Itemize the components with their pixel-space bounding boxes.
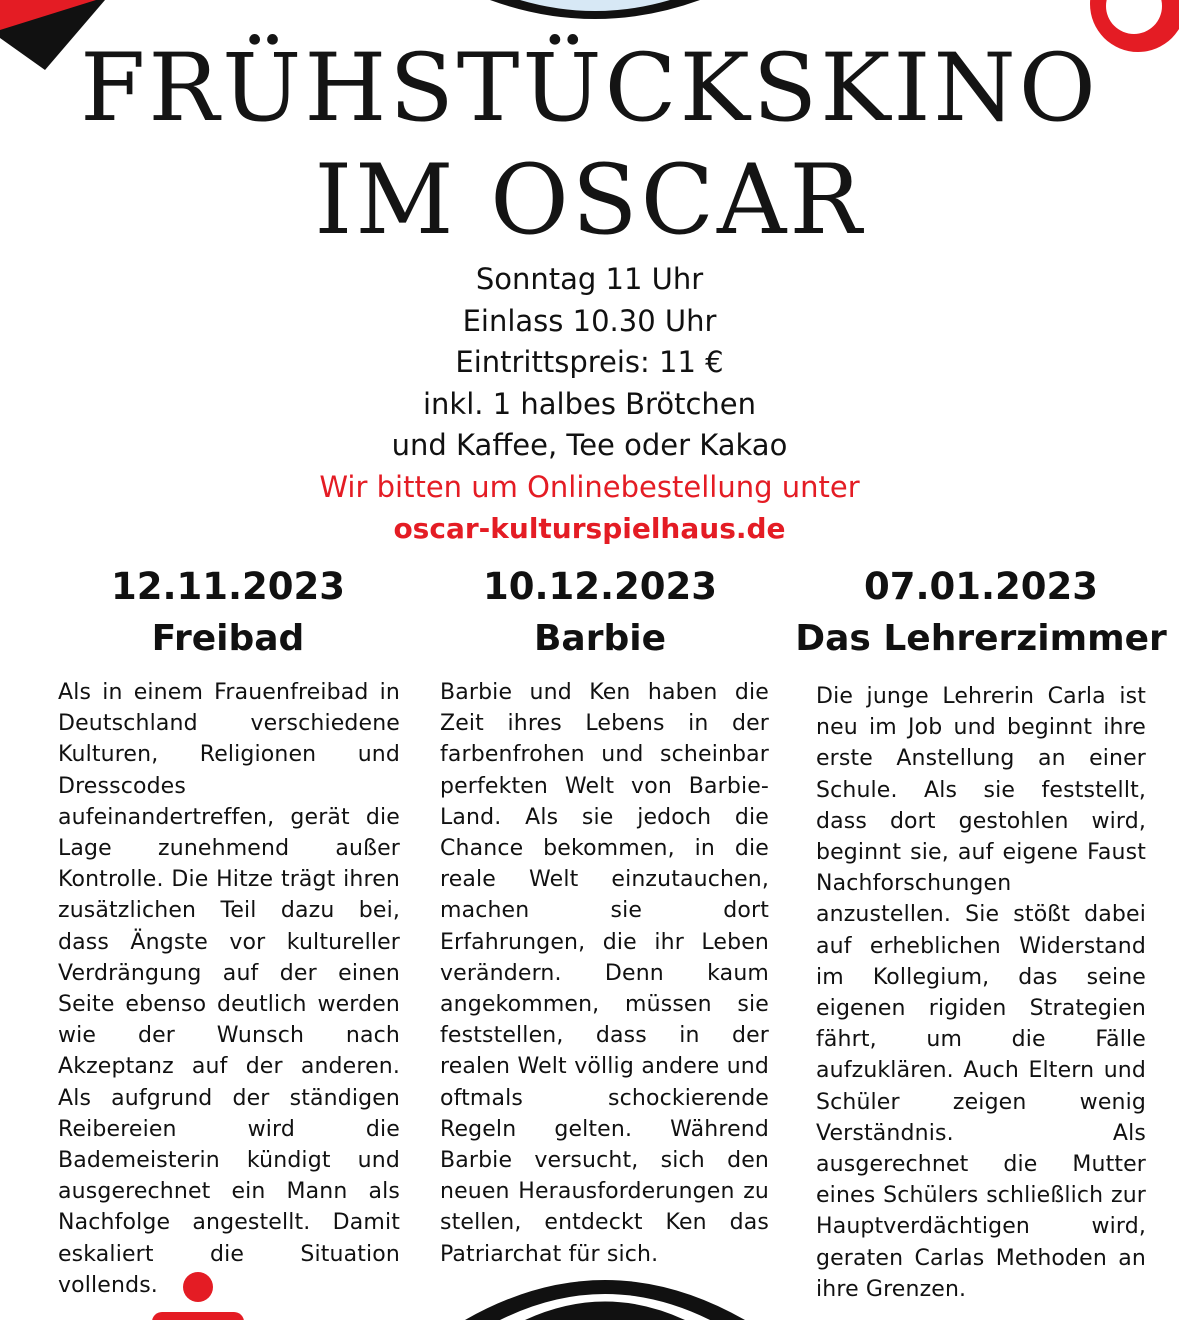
info-entry-time: Einlass 10.30 Uhr <box>462 303 717 338</box>
event-info <box>0 259 1179 550</box>
film-description: Als in einem Frauenfreibad in Deutschland verschiedene Kulturen, Religionen und Dresscodes aufeinandertreffen, gerät die Lage zunehmend außer Kontrolle. Die Hitze trägt ihren zusätzlichen Teil dazu bei, dass Ängste vor kultureller Verdrängung auf der einen Seite ebenso deutlich werden wie der Wunsch nach Akzeptanz auf der anderen. Als aufgrund der ständigen Reibereien wird die Bademeisterin kündigt und ausgerechnet ein Mann als Nachfolge angestellt. Damit eskaliert die Situation vollends. <box>58 680 400 1298</box>
film-description: Barbie und Ken haben die Zeit ihres Lebens in der farbenfrohen und scheinbar perfekten Welt von Barbie-Land. Als sie jedoch die Chance bekommen, in die reale Welt einzutauchen, machen sie dort Erfahrungen, die ihr Leben verändern. Denn kaum angekommen, müssen sie feststellen, dass in der realen Welt völlig andere und oftmals schockierende Regeln gelten. Während Barbie versucht, sich den neuen Herausforderungen zu stellen, entdeckt Ken das Patriarchat für sich. <box>440 680 769 1267</box>
info-day-time: Sonntag 11 Uhr <box>475 262 704 296</box>
decor-bottom-center-reel <box>455 1268 755 1320</box>
film-title: Barbie <box>533 618 666 659</box>
info-price: Eintrittspreis: 11 € <box>455 345 724 379</box>
film-title: Freibad <box>151 618 305 659</box>
info-included-1: inkl. 1 halbes Brötchen <box>422 386 757 421</box>
film-date: 12.11.2023 <box>110 565 346 608</box>
film-column-3 <box>795 565 1167 1305</box>
info-included-2: und Kaffee, Tee oder Kakao <box>391 428 788 462</box>
website-link[interactable]: oscar-kulturspielhaus.de <box>393 512 786 545</box>
film-date: 07.01.2023 <box>863 565 1099 608</box>
film-column-1 <box>58 565 400 1301</box>
poster-title-line-2: IM OSCAR <box>314 144 865 256</box>
info-order-note: Wir bitten um Onlinebestellung unter <box>319 469 860 504</box>
decor-top-center-reel <box>490 0 700 22</box>
film-column-2 <box>440 565 769 1270</box>
film-title: Das Lehrerzimmer <box>795 618 1167 659</box>
film-date: 10.12.2023 <box>482 565 718 608</box>
poster-title-line-1: FRÜHSTÜCKSKINO <box>80 34 1099 143</box>
film-description: Die junge Lehrerin Carla ist neu im Job und beginnt ihre erste Anstellung an einer Schule. Als sie feststellt, dass dort gestohlen wird, beginnt sie, auf eigene Faust Nachforschungen anzustellen. Sie stößt dabei auf erheblichen Widerstand im Kollegium, das seine eigenen rigiden Strategien fährt, um die Fälle aufzuklären. Auch Eltern und Schüler zeigen wenig Verständnis. Als ausgerechnet die Mutter eines Schülers schließlich zur Hauptverdächtigen wird, geraten Carlas Methoden an ihre Grenzen. <box>816 684 1146 1302</box>
